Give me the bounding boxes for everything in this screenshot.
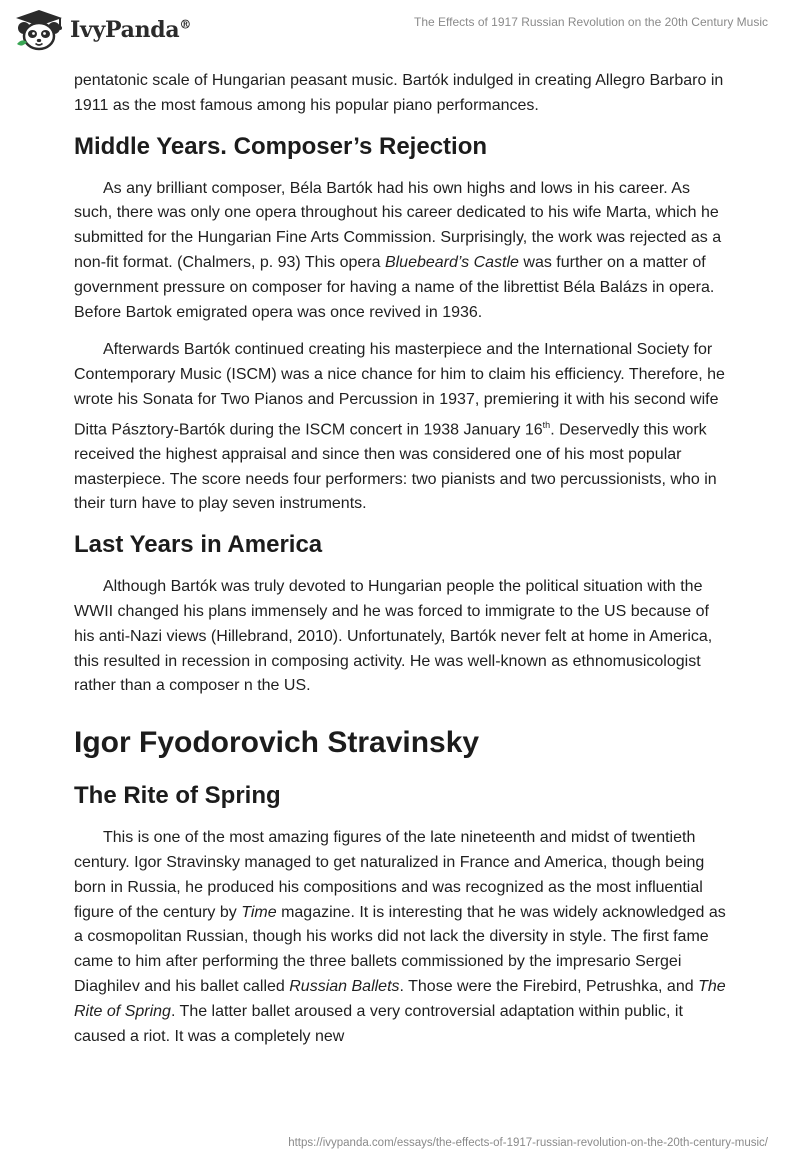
paragraph-continued: pentatonic scale of Hungarian peasant music. Bartók indulged in creating Allegro Barbaro in 1911 as the most famous among his popular piano performances. xyxy=(74,72,724,114)
paragraph-stravinsky-intro: This is one of the most amazing figures of the late nineteenth and midst of twentieth century. Igor Stravinsky managed to get naturalized in France and America, though being born in Russia, he produced his compositions and was recognized as the most influential figure of the century by Time magazine. It is interesting that he was widely acknowledged as a cosmopolitan Russian, though his works did not lack the diversity in style. The first fame came to him after performing the three ballets commissioned by the impresario Sergei Diaghilev and his ballet called Russian Ballets. Those were the Firebird, Petrushka, and The Rite of Spring. The latter ballet aroused a very controversial adaptation within public, it caused a riot. It was a completely new xyxy=(74,829,726,1045)
heading-middle-years: Middle Years. Composer’s Rejection xyxy=(74,132,488,160)
article-body xyxy=(74,69,726,1062)
panda-graduate-icon xyxy=(14,8,64,52)
logo-text: IvyPanda® xyxy=(70,17,192,43)
heading-last-years: Last Years in America xyxy=(74,531,323,559)
page-header xyxy=(0,0,800,60)
emphasis-rite-of-spring: The Rite of Spring xyxy=(74,978,726,1020)
document-title: The Effects of 1917 Russian Revolution on the 20th Century Music xyxy=(414,15,768,29)
paragraph-america: Although Bartók was truly devoted to Hungarian people the political situation with the WWII changed his plans immensely and he was forced to immigrate to the US because of his anti-Nazi views (Hillebrand, 2010). Unfortunately, Bartók never felt at home in America, this resulted in recession in composing activity. He was well-known as ethnomusicologist rather than a composer n the US. xyxy=(74,578,713,695)
emphasis-russian-ballets: Russian Ballets xyxy=(289,978,400,996)
heading-stravinsky: Igor Fyodorovich Stravinsky xyxy=(74,726,480,760)
emphasis-time: Time xyxy=(241,903,277,921)
source-url[interactable]: https://ivypanda.com/essays/the-effects-of-1917-russian-revolution-on-the-20th-century-music/ xyxy=(288,1137,768,1149)
paragraph-sonata: Afterwards Bartók continued creating his masterpiece and the International Society for Contemporary Music (ISCM) was a nice chance for him to claim his efficiency. Therefore, he wrote his Sonata for Two Pianos and Percussion in 1937, premiering it with his second wife Ditta Pásztory-Bartók during the ISCM concert in 1938 January 16th. Deservedly this work received the highest appraisal and since then was considered one of his most popular masterpiece. The score needs four performers: two pianists and two percussionists, who in their turn have to play seven instruments. xyxy=(74,341,725,513)
ivypanda-logo[interactable] xyxy=(14,8,191,52)
emphasis-bluebeards-castle: Bluebeard’s Castle xyxy=(384,253,519,271)
heading-rite-of-spring: The Rite of Spring xyxy=(74,782,281,810)
paragraph-opera-rejection: As any brilliant composer, Béla Bartók had his own highs and lows in his career. As such, there was only one opera throughout his career dedicated to his wife Marta, which he submitted for the Hungarian Fine Arts Commission. Surprisingly, the work was rejected as a non-fit format. (Chalmers, p. 93) This opera Bluebeard’s Castle was further on a matter of government pressure on composer for having a name of the librettist Béla Balázs in opera. Before Bartok emigrated opera was once revived in 1936. xyxy=(74,179,722,321)
